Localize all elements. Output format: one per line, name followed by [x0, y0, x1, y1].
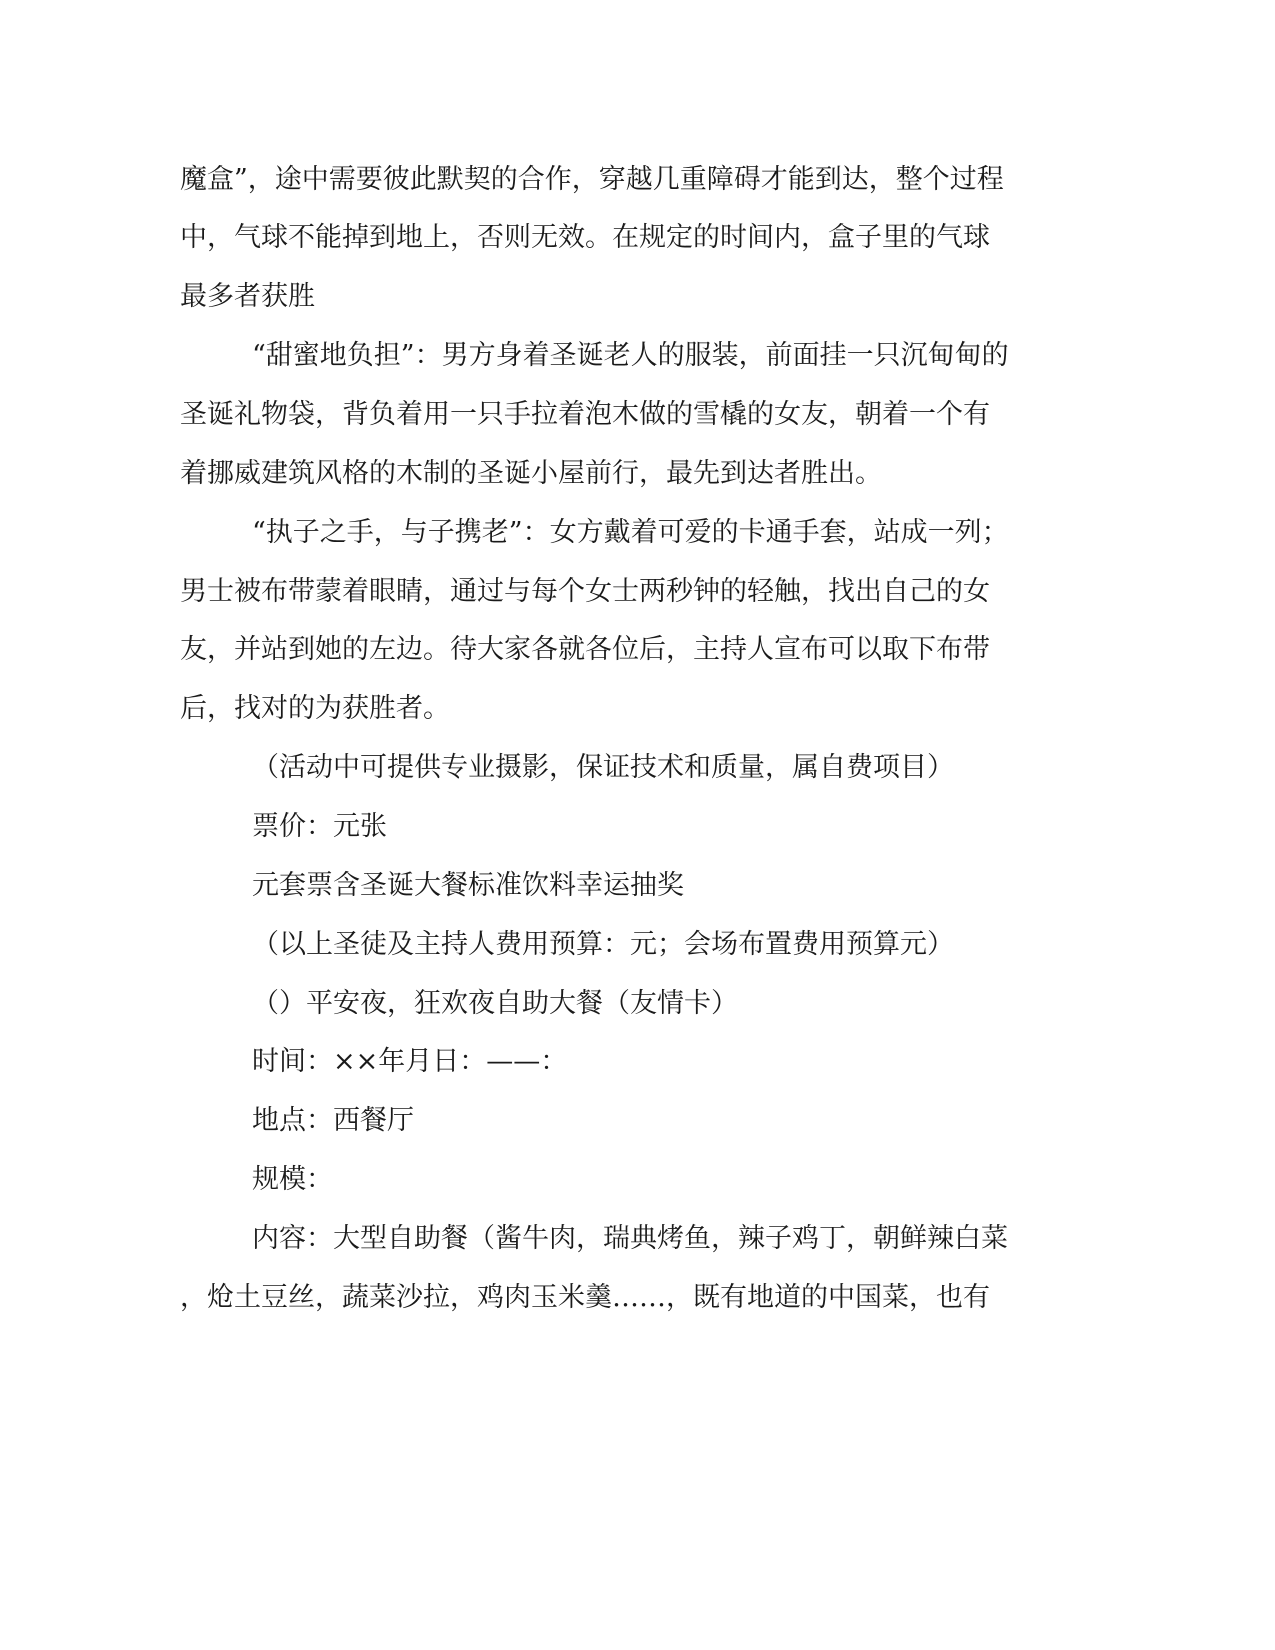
- text-line: 元套票含圣诞大餐标准饮料幸运抽奖: [252, 870, 684, 901]
- text-line: （）平安夜，狂欢夜自助大餐（友情卡）: [252, 988, 738, 1019]
- text-line: “甜蜜地负担”：男方身着圣诞老人的服装，前面挂一只沉甸甸的: [252, 340, 1009, 371]
- text-line: 着挪威建筑风格的木制的圣诞小屋前行，最先到达者胜出。: [180, 458, 882, 489]
- text-line: 最多者获胜: [180, 281, 315, 312]
- text-line: 地点：西餐厅: [252, 1105, 414, 1136]
- text-line: 内容：大型自助餐（酱牛肉，瑞典烤鱼，辣子鸡丁，朝鲜辣白菜: [252, 1223, 1008, 1254]
- text-line: 男士被布带蒙着眼睛，通过与每个女士两秒钟的轻触，找出自己的女: [180, 576, 990, 607]
- text-line: “执子之手，与子携老”：女方戴着可爱的卡通手套，站成一列；: [252, 517, 1009, 548]
- text-line: （活动中可提供专业摄影，保证技术和质量，属自费项目）: [252, 752, 954, 783]
- text-line: （以上圣徒及主持人费用预算：元；会场布置费用预算元）: [252, 929, 954, 960]
- text-line: 时间：××年月日：——：: [252, 1046, 568, 1077]
- text-line: 后，找对的为获胜者。: [180, 693, 450, 724]
- text-line: 票价：元张: [252, 811, 387, 842]
- text-line: 圣诞礼物袋，背负着用一只手拉着泡木做的雪橇的女友，朝着一个有: [180, 399, 990, 430]
- text-line: 规模：: [252, 1164, 333, 1195]
- text-line: 中，气球不能掉到地上，否则无效。在规定的时间内，盒子里的气球: [180, 222, 990, 253]
- text-line: 魔盒”，途中需要彼此默契的合作，穿越几重障碍才能到达，整个过程: [180, 164, 1004, 195]
- text-line: ，炝土豆丝，蔬菜沙拉，鸡肉玉米羹……，既有地道的中国菜，也有: [180, 1282, 990, 1313]
- text-line: 友，并站到她的左边。待大家各就各位后，主持人宣布可以取下布带: [180, 634, 990, 665]
